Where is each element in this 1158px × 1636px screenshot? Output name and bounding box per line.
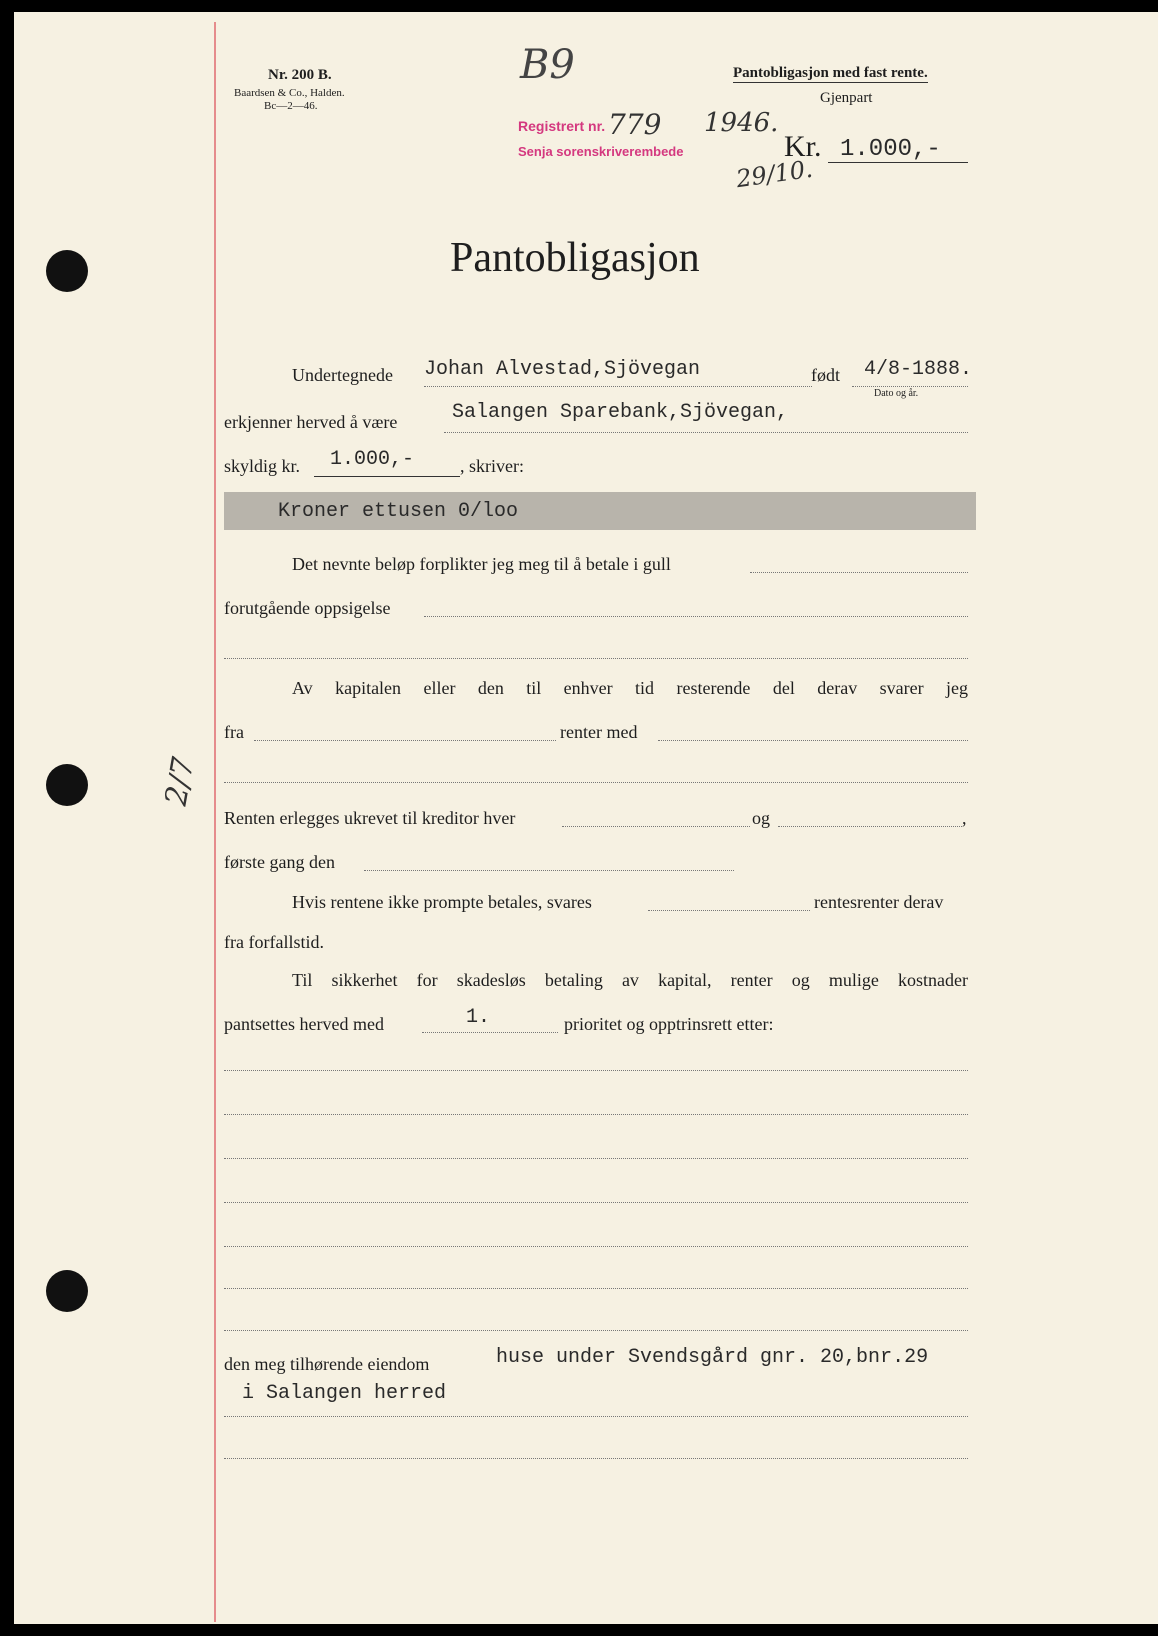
due-date-label: fra forfallstid. bbox=[224, 932, 324, 952]
blank-line bbox=[224, 1458, 968, 1459]
blank-line bbox=[224, 1416, 968, 1417]
acknowledge-label: erkjenner herved å være bbox=[224, 412, 398, 432]
notice-line bbox=[424, 616, 968, 617]
blank-line bbox=[224, 1070, 968, 1071]
printer-name: Baardsen & Co., Halden. bbox=[234, 87, 345, 99]
writes-label: , skriver: bbox=[460, 456, 524, 476]
blank-line bbox=[224, 1246, 968, 1247]
punch-hole bbox=[46, 764, 88, 806]
priority-line bbox=[422, 1032, 558, 1033]
owe-label: skyldig kr. bbox=[224, 456, 301, 476]
blank-line bbox=[224, 1330, 968, 1331]
punch-hole bbox=[46, 250, 88, 292]
blank-line bbox=[224, 658, 968, 659]
creditor-name: Salangen Sparebank,Sjövegan, bbox=[452, 401, 789, 424]
interest-line bbox=[658, 740, 968, 741]
registration-date: 29/10. bbox=[734, 154, 815, 194]
and-label: og bbox=[752, 808, 770, 828]
not-paid-clause: Hvis rentene ikke prompte betales, svares bbox=[292, 892, 592, 912]
registration-year: 1946. bbox=[704, 108, 779, 138]
print-code: Bc—2—46. bbox=[264, 100, 318, 112]
undersigned-label: Undertegnede bbox=[292, 365, 393, 385]
owe-line bbox=[314, 476, 460, 477]
amount-value: 1.000,- bbox=[840, 136, 941, 163]
pledged-label: pantsettes herved med bbox=[224, 1014, 384, 1034]
born-label: født bbox=[811, 365, 840, 385]
registration-stamp-line1: Registrert nr. bbox=[518, 118, 606, 134]
security-clause: Til sikkerhet for skadesløs betaling av kapital, renter og mulige kostnader bbox=[292, 970, 968, 990]
property-location: i Salangen herred bbox=[242, 1382, 447, 1405]
margin-note: 2/7 bbox=[158, 754, 202, 809]
born-date: 4/8-1888. bbox=[864, 358, 973, 381]
from-label: fra bbox=[224, 722, 244, 742]
document-page bbox=[14, 12, 1158, 1624]
priority-value: 1. bbox=[466, 1006, 491, 1029]
default-rate-line bbox=[648, 910, 810, 911]
rent-paid-label: Renten erlegges ukrevet til kreditor hver bbox=[224, 808, 516, 828]
amount-words: Kroner ettusen 0/loo bbox=[278, 500, 519, 523]
document-title: Pantobligasjon bbox=[450, 235, 700, 281]
born-line bbox=[852, 386, 968, 387]
default-interest-label: rentesrenter derav bbox=[814, 892, 944, 912]
comma: , bbox=[962, 808, 967, 828]
date-hint: Dato og år. bbox=[874, 388, 919, 399]
capital-clause: Av kapitalen eller den til enhver tid resterende del derav svarer jeg bbox=[292, 678, 968, 698]
notice-clause: forutgående oppsigelse bbox=[224, 598, 391, 618]
blank-line bbox=[224, 782, 968, 783]
property-label: den meg tilhørende eiendom bbox=[224, 1354, 430, 1374]
blank-line bbox=[224, 1202, 968, 1203]
from-line bbox=[254, 740, 556, 741]
blank-line bbox=[224, 1288, 968, 1289]
interest-label: renter med bbox=[560, 722, 638, 742]
undersigned-line bbox=[424, 386, 812, 387]
registration-number: 779 bbox=[608, 108, 662, 141]
blank-line bbox=[224, 1114, 968, 1115]
first-time-label: første gang den bbox=[224, 852, 335, 872]
gold-line bbox=[750, 572, 968, 573]
property-description: huse under Svendsgård gnr. 20,bnr.29 bbox=[496, 1346, 929, 1369]
copy-label: Gjenpart bbox=[820, 90, 873, 106]
form-number: Nr. 200 B. bbox=[268, 67, 332, 83]
creditor-line bbox=[444, 432, 968, 433]
form-title: Pantobligasjon med fast rente. bbox=[733, 65, 928, 81]
rent-second-line bbox=[778, 826, 962, 827]
priority-label: prioritet og opptrinsrett etter: bbox=[564, 1014, 774, 1034]
debtor-name: Johan Alvestad,Sjövegan bbox=[424, 358, 701, 381]
blank-line bbox=[224, 1158, 968, 1159]
punch-hole bbox=[46, 1270, 88, 1312]
gold-clause: Det nevnte beløp forplikter jeg meg til å betale i gull bbox=[292, 554, 671, 574]
amount-underline bbox=[828, 162, 968, 163]
owe-amount: 1.000,- bbox=[330, 448, 415, 471]
amount-label: Kr. bbox=[784, 130, 822, 163]
page-number-handwritten: B9 bbox=[520, 42, 575, 88]
first-time-line bbox=[364, 870, 734, 871]
margin-line bbox=[214, 22, 216, 1622]
registration-stamp-line2: Senja sorenskriverembede bbox=[518, 144, 684, 159]
rent-interval-line bbox=[562, 826, 750, 827]
